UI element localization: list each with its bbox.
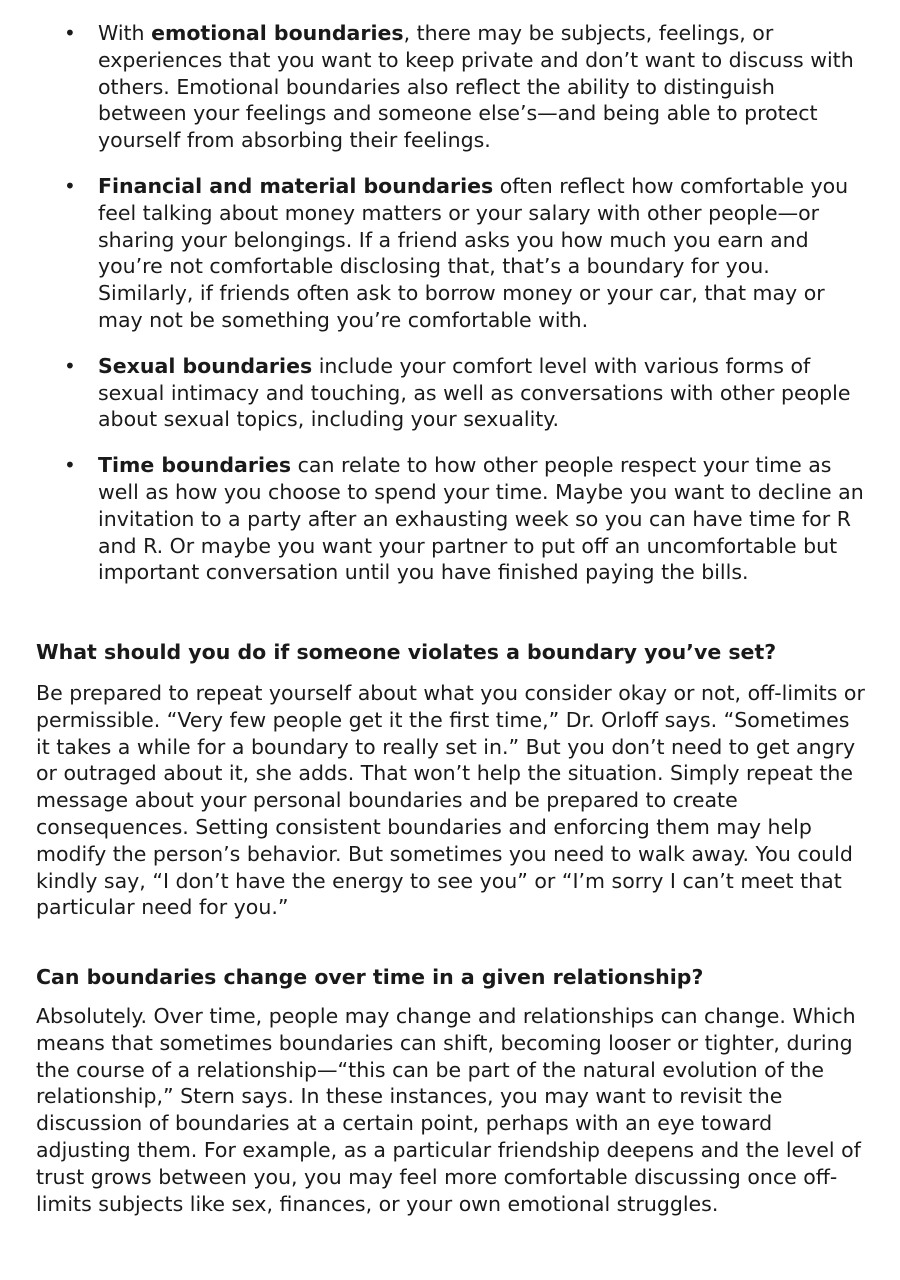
bullet-lead-text: With bbox=[98, 21, 152, 45]
bullet-term: emotional boundaries bbox=[151, 21, 404, 45]
bullet-text: , there may be subjects, feelings, or experiences that you want to keep private and don’t want to discuss with others. Emotional boundaries also reflect the ability to distinguish between your feelings and someone else’s—and being able to protect yourself from absorbing their feelings. bbox=[98, 21, 854, 153]
boundary-types-list bbox=[36, 20, 866, 605]
bullet-text: include your comfort level with various forms of sexual intimacy and touching, as well as conversations with other people about sexual topics, including your sexuality. bbox=[98, 353, 851, 432]
list-item-financial bbox=[36, 173, 866, 334]
bullet-icon: • bbox=[64, 353, 76, 378]
section-body-change-over-time: Absolutely. Over time, people may change and relationships can change. Which means that sometimes boundaries can shift, becoming looser or tighter, during the course of a relationship—“this can be part of the natural evolution of the relationship,” Stern says. In these instances, you may want to revisit the discussion of boundaries at a certain point, perhaps with an eye toward adjusting them. For example, as a particular friendship deepens and the level of trust grows between you, you may feel more comfortable discussing once off-limits subjects like sex, finances, or your own emotional struggles. bbox=[36, 1004, 861, 1216]
bullet-text: can relate to how other people respect your time as well as how you choose to spend your time. Maybe you want to decline an invitation to a party after an exhausting week so you can have time for R and R. Or maybe you want your partner to put off an uncomfortable but important conversation until you have finished paying the bills. bbox=[98, 453, 864, 585]
bullet-icon: • bbox=[64, 453, 76, 478]
bullet-icon: • bbox=[64, 173, 76, 198]
bullet-term: Time boundaries bbox=[98, 453, 292, 478]
bullet-icon: • bbox=[64, 21, 76, 45]
bullet-term: Sexual boundaries bbox=[98, 353, 313, 378]
section-body-violations: Be prepared to repeat yourself about what you consider okay or not, off-limits or permissible. “Very few people get it the first time,” Dr. Orloff says. “Sometimes it takes a while for a boundary to really set in.” But you don’t need to get angry or outraged about it, she adds. That won’t help the situation. Simply repeat the message about your personal boundaries and be prepared to create consequences. Setting consistent boundaries and enforcing them may help modify the person’s behavior. But sometimes you need to walk away. You could kindly say, “I don’t have the energy to see you” or “I’m sorry I can’t meet that particular need for you.” bbox=[36, 681, 865, 920]
section-heading-violations: What should you do if someone violates a boundary you’ve set? bbox=[36, 640, 777, 664]
list-item-emotional bbox=[36, 20, 866, 154]
bullet-term: Financial and material boundaries bbox=[98, 173, 494, 198]
bullet-text: often reflect how comfortable you feel talking about money matters or your salary with other people—or sharing your belongings. If a friend asks you how much you earn and you’re not comfortable disclosing that, that’s a boundary for you. Similarly, if friends often ask to borrow money or your car, that may or may not be something you’re comfortable with. bbox=[98, 173, 849, 332]
list-item-sexual bbox=[36, 353, 866, 433]
list-item-time bbox=[36, 452, 866, 586]
section-heading-change-over-time: Can boundaries change over time in a given relationship? bbox=[36, 965, 704, 989]
